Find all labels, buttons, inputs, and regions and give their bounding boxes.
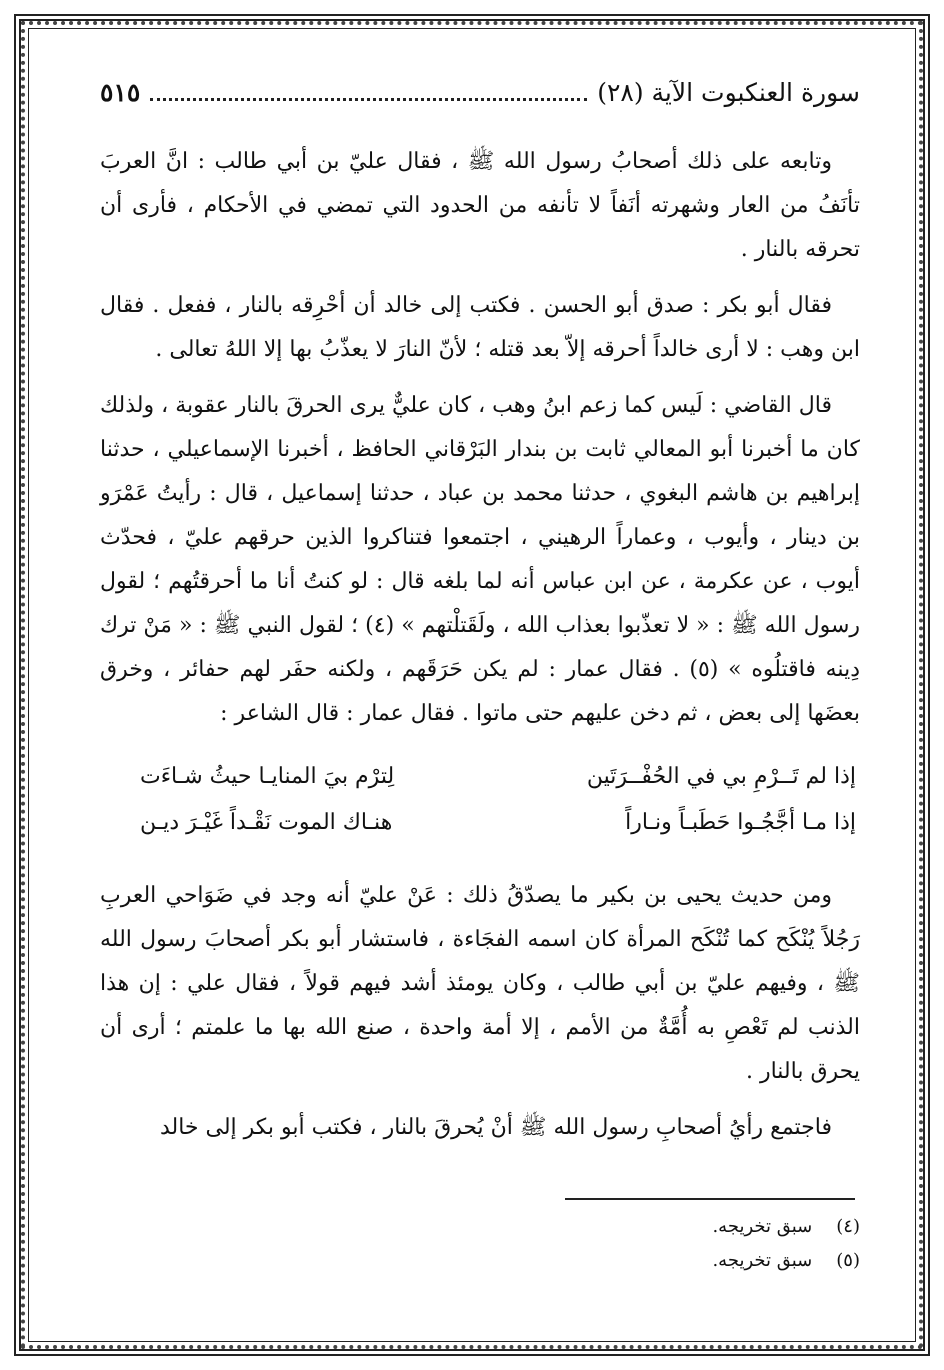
footnote <box>712 1210 860 1244</box>
header-title: سورة العنكبوت الآية (٢٨) <box>597 78 860 107</box>
footnote-separator <box>565 1198 855 1200</box>
footnote-number: (٥) <box>836 1250 860 1271</box>
page-number: ٥١٥ <box>100 78 141 107</box>
verse-line <box>100 800 860 846</box>
footnote-number: (٤) <box>836 1216 860 1237</box>
paragraph: قال القاضي : لَيس كما زعم ابنُ وهب ، كان عليٌّ يرى الحرقَ بالنار عقوبة ، ولذلك كان ما أخبرنا أبو المعالي ثابت بن بندار البَرْقاني الحافظ ، أخبرنا الإسماعيلي ، حدثنا إبراهيم بن هاشم البغوي ، حدثنا محمد بن عباد ، حدثنا إسماعيل ، قال : رأيتُ عَمْرَو بن دينار ، وأيوب ، وعماراً الرهيني ، اجتمعوا فتناكروا الذين حرقهم عليّ ، فحدّث أيوب ، عن عكرمة ، عن ابن عباس أنه لما بلغه قال : لو كنتُ أنا ما أحرقتُهم ؛ لقول رسول الله ﷺ : « لا تعذّبوا بعذاب الله ، ولَقَتلْتهم » (٤) ؛ لقول النبي ﷺ : « مَنْ ترك دِينه فاقتلُوه » (٥) . فقال عمار : لم يكن حَرَقَهم ، ولكنه حفَر لهم حفائر ، وخرق بعضَها إلى بعض ، ثم دخن عليهم حتى ماتوا . فقال عمار : قال الشاعر : <box>100 393 861 726</box>
verse-hemistich-right: إذا لم تَــرْمِ بي في الحُفْــرَتَين <box>586 764 856 789</box>
footnotes <box>712 1210 860 1278</box>
paragraph: فقال أبو بكر : صدق أبو الحسن . فكتب إلى خالد أن أحْرِقه بالنار ، ففعل . فقال ابن وهب : لا أرى خالداً أحرقه إلاّ بعد قتله ؛ لأنّ النارَ لا يعذّبُ بها إلا اللهُ تعالى . <box>100 293 860 362</box>
header-dot-leader <box>150 80 587 101</box>
footnote <box>712 1244 860 1278</box>
footnote-text: سبق تخريجه. <box>712 1250 813 1271</box>
footnote-text: سبق تخريجه. <box>712 1216 813 1237</box>
paragraph: ومن حديث يحيى بن بكير ما يصدّقُ ذلك : عَنْ عليّ أنه وجد في ضَوَاحي العربِ رَجُلاً يُنْكَح كما تُنْكَح المرأة كان اسمه الفجَاءة ، فاستشار أبو بكر أصحابَ رسول الله ﷺ ، وفيهم عليّ بن أبي طالب ، وكان يومئذ أشد فيهم قولاً ، فقال علي : إن هذا الذنب لم تَعْصِ به أُمَّةٌ من الأمم ، إلا أمة واحدة ، صنع الله بها ما علمتم ؛ أرى أن يحرق بالنار . <box>100 883 860 1084</box>
poem-verse <box>100 754 860 846</box>
verse-hemistich-right: إذا مـا أجَّجُـوا حَطَبـاً ونـاراً <box>625 810 856 835</box>
page-body <box>100 140 860 1162</box>
running-header <box>100 78 860 118</box>
verse-hemistich-left: لِترْم بيَ المنايـا حيثُ شـاءَت <box>140 764 395 789</box>
verse-line <box>100 754 860 800</box>
paragraph: فاجتمع رأيُ أصحابِ رسول الله ﷺ أنْ يُحرقَ بالنار ، فكتب أبو بكر إلى خالد <box>159 1115 832 1140</box>
verse-hemistich-left: هنـاك الموت نَقْـداً غَيْـرَ ديـن <box>140 810 393 835</box>
paragraph: وتابعه على ذلك أصحابُ رسول الله ﷺ ، فقال عليّ بن أبي طالب : انَّ العربَ تأنَفُ من العار وشهرته أنَفاً لا تأنفه من الحدود التي تمضي في الأحكام ، فأرى أن تحرقه بالنار . <box>100 149 860 262</box>
